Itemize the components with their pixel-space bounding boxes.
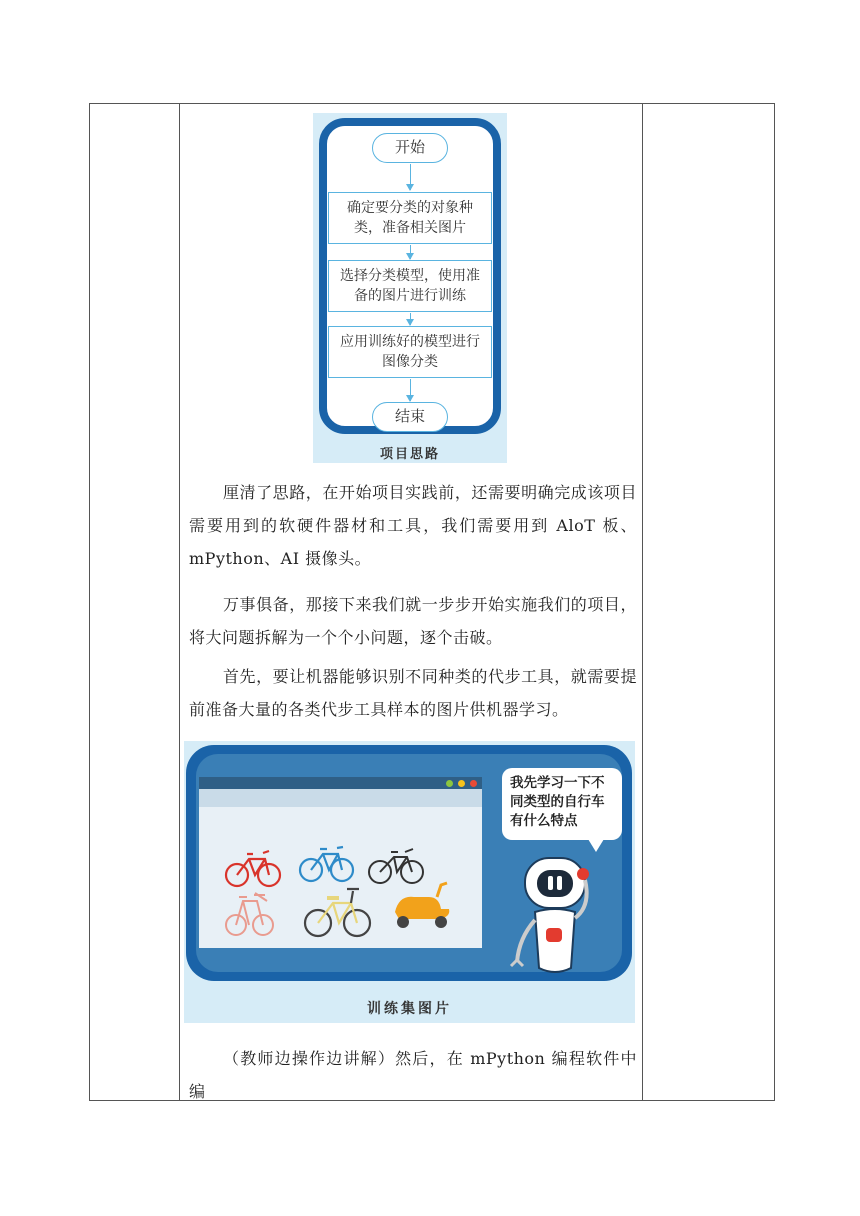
- speech-bubble: 我先学习一下不同类型的自行车有什么特点: [502, 768, 622, 840]
- pink-bicycle-icon: [226, 893, 273, 935]
- screen-panel: [196, 754, 622, 972]
- flow-arrow: [410, 379, 411, 401]
- flow-end-node: 结束: [372, 402, 448, 432]
- yellow-bicycle-icon: [305, 889, 370, 936]
- robot-icon: [501, 850, 621, 980]
- black-bicycle-icon: [369, 849, 423, 883]
- flowchart-caption: 项目思路: [379, 447, 440, 462]
- training-figure-caption: 训练集图片: [367, 1001, 452, 1017]
- flowchart-figure: [313, 113, 507, 463]
- table-column-divider: [642, 104, 643, 1100]
- flow-arrow: [410, 245, 411, 259]
- orange-scooter-icon: [395, 883, 449, 928]
- flow-step-1: 确定要分类的对象种类，准备相关图片: [328, 192, 492, 244]
- image-window: [199, 777, 482, 948]
- flow-step-2: 选择分类模型，使用准备的图片进行训练: [328, 260, 492, 312]
- paragraph-4: （教师边操作边讲解）然后，在 mPython 编程软件中编: [189, 1049, 637, 1101]
- blue-bicycle-icon: [300, 847, 353, 881]
- paragraph-2: 万事俱备，那接下来我们就一步步开始实施我们的项目，将大问题拆解为一个个小问题，逐个击破。: [189, 595, 637, 647]
- sample-images: [199, 777, 482, 948]
- flow-start-node: 开始: [372, 133, 448, 163]
- table-column-divider: [179, 104, 180, 1100]
- paragraph-3: 首先，要让机器能够识别不同种类的代步工具，就需要提前准备大量的各类代步工具样本的图片供机器学习。: [189, 667, 637, 719]
- flow-step-3: 应用训练好的模型进行图像分类: [328, 326, 492, 378]
- flow-arrow: [410, 164, 411, 190]
- training-set-figure: [184, 741, 635, 1023]
- flow-arrow: [410, 313, 411, 325]
- screen-frame: [186, 745, 632, 981]
- red-bicycle-icon: [226, 851, 280, 886]
- flowchart-frame: [319, 118, 501, 434]
- paragraph-1: 厘清了思路，在开始项目实践前，还需要明确完成该项目需要用到的软硬件器材和工具，我们需要用到 AloT 板、mPython、AI 摄像头。: [189, 483, 637, 568]
